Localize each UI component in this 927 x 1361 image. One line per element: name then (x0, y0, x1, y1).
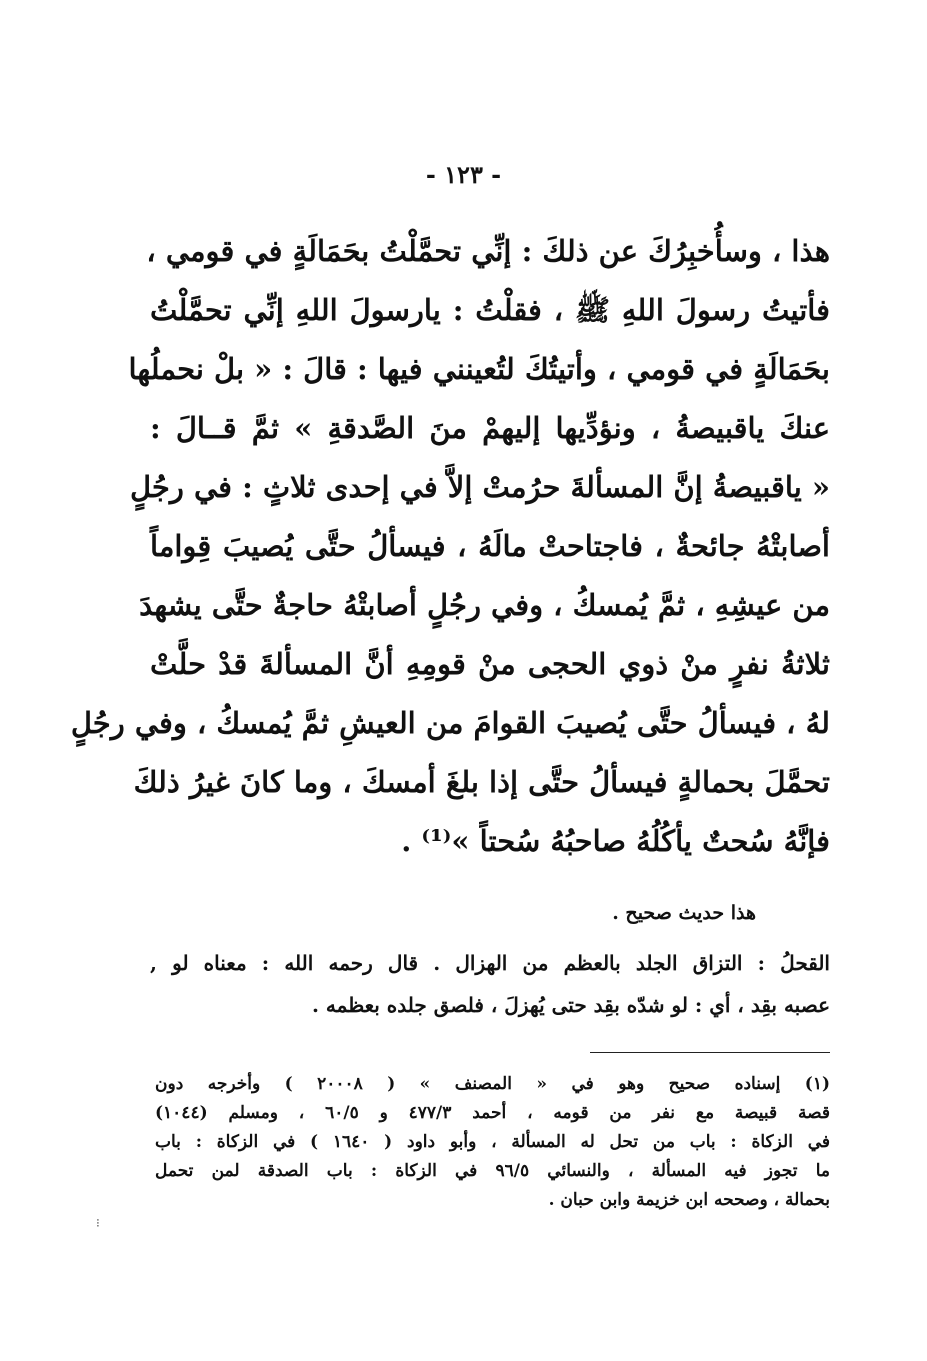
footnote-line: قصة قبيصة مع نفر من قومه ، أحمد ٤٧٧/٣ و ٦٠/٥ ، ومسلم (١٠٤٤) (155, 1103, 830, 1123)
hadith-line: أصابتْهُ جائحةٌ ، فاجتاحتْ مالَهُ ، فيسألُ حتَّى يُصيبَ قِواماً (150, 529, 830, 563)
hadith-line: لهُ ، فيسألُ حتَّى يُصيبَ القوامَ من العيشِ ثمَّ يُمسكُ ، وفي رجُلٍ (70, 706, 830, 740)
footnote-separator (590, 1052, 830, 1053)
authenticity-verdict: هذا حديث صحيح . (612, 902, 756, 924)
footnote-line: في الزكاة : باب من تحل له المسألة ، وأبو داود ( ١٦٤٠ ) في الزكاة : باب (155, 1132, 830, 1152)
footnote-line: ما تجوز فيه المسألة ، والنسائي ٩٦/٥ في الزكاة : باب الصدقة لمن تحمل (155, 1161, 830, 1181)
hadith-line: بحَمَالَةٍ في قومي ، وأتيتُكَ لتُعينني فيها : قالَ : « بلْ نحملُها (128, 352, 830, 386)
gloss-line: القحلُ : التزاق الجلد بالعظم من الهزال . قال رحمه الله : معناه لو , (150, 951, 830, 975)
hadith-line: فإنَّهُ سُحتٌ يأكُلُهُ صاحبُهُ سُحتاً »⁽¹⁾ . (401, 824, 830, 858)
hadith-line: فأتيتُ رسولَ اللهِ ﷺ ، فقلْتُ : يارسولَ اللهِ إنِّي تحمَّلْتُ (150, 293, 830, 327)
hadith-line: تحمَّلَ بحمالةٍ فيسألُ حتَّى إذا بلغَ أمسكَ ، وما كانَ غيرُ ذلكَ (133, 765, 830, 799)
scan-speck: ⁝ (96, 1216, 100, 1230)
hadith-line: عنكَ ياقبيصةُ ، ونؤدِّيها إليهمْ منَ الصَّدقةِ » ثمَّ قــالَ : (150, 411, 830, 445)
footnotes (155, 1070, 830, 1215)
hadith-line: من عيشِهِ ، ثمَّ يُمسكُ ، وفي رجُلٍ أصابتْهُ حاجةٌ حتَّى يشهدَ (139, 588, 830, 622)
hadith-text (70, 222, 830, 871)
gloss-line: عصبه بقِد ، أي : لو شدّه بقِد حتى يُهزلَ ، فلصق جلده بعظمه . (312, 993, 830, 1017)
hadith-line: هذا ، وسأُخبِرُكَ عن ذلكَ : إنِّي تحمَّلْتُ بحَمَالَةٍ في قومي ، (146, 234, 830, 268)
footnote-line: (١) إسناده صحيح وهو في « المصنف » ( ٢٠٠٠٨ ) وأخرجه دون (155, 1074, 830, 1094)
word-gloss (150, 942, 830, 1026)
hadith-line: ثلاثةُ نفرٍ منْ ذوي الحجى منْ قومِهِ أنَّ المسألةَ قدْ حلَّتْ (150, 647, 830, 681)
hadith-line: « ياقبيصةُ إنَّ المسألةَ حرُمتْ إلاَّ في إحدى ثلاثٍ : في رجُلٍ (129, 470, 830, 504)
page-number: - ١٢٣ - (425, 160, 502, 189)
footnote-line: بحمالة ، وصححه ابن خزيمة وابن حبان . (548, 1190, 830, 1210)
